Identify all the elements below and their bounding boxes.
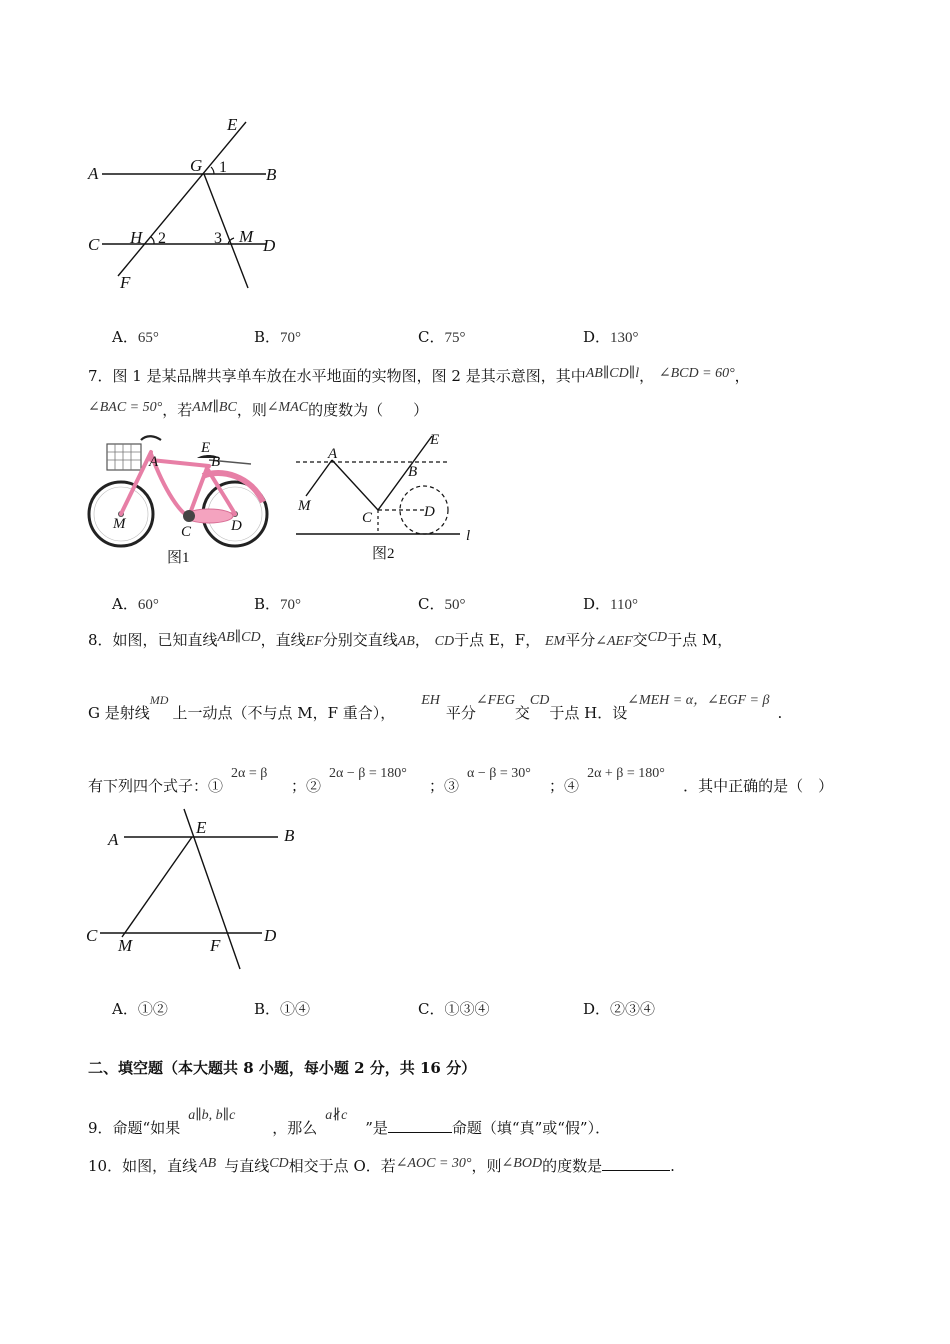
q8-option-d[interactable] [583, 998, 655, 1019]
q8-math: CD [529, 693, 550, 708]
q10-text: 的度数是 [542, 1157, 603, 1175]
q8-math: CD [647, 630, 668, 645]
label-d: D [263, 236, 276, 255]
q8-math: AB∥CD [217, 630, 261, 645]
q7-sep: ， [734, 367, 750, 385]
q7-math-parallel: AB∥CD∥l [585, 366, 640, 381]
q8-text: 于点 E，F， [454, 631, 541, 649]
label-e: E [227, 115, 238, 134]
figure-2-caption: 图2 [372, 546, 395, 562]
option-value: 70° [280, 597, 302, 613]
crank-icon [183, 510, 195, 522]
label-d: D [424, 504, 435, 520]
option-letter: C． [418, 328, 445, 346]
q8-expression-1: 2α = β [231, 766, 268, 781]
option-value: ①④ [280, 1000, 311, 1018]
q10-line [88, 1154, 675, 1176]
q8-line-3 [88, 764, 833, 796]
figure-q7-bike [85, 432, 275, 568]
q8-text: ，直线 [260, 631, 306, 649]
q8-math: EF [305, 634, 323, 649]
label-e: E [201, 440, 211, 456]
q7-option-c[interactable] [418, 593, 465, 614]
label-3: 3 [214, 230, 222, 247]
q10-text: 相交于点 O．若 [288, 1157, 396, 1175]
q8-text: ；② [291, 777, 322, 795]
q8-line-1 [88, 628, 732, 652]
q8-text: 分别交直线 [322, 631, 398, 649]
q8-expression-3: α − β = 30° [467, 766, 531, 781]
q8-option-a[interactable] [112, 998, 168, 1019]
label-m: M [298, 498, 311, 514]
q8-math: AB [397, 634, 415, 649]
label-a: A [88, 164, 99, 183]
label-g: G [190, 156, 203, 175]
section-2-title: 二、填空题（本大题共 8 小题，每小题 2 分，共 16 分） [88, 1059, 477, 1077]
q8-text: 有下列四个式子：① [88, 777, 224, 795]
option-value: 50° [444, 597, 466, 613]
segment-ce [378, 436, 432, 510]
segment-ac [332, 460, 378, 510]
label-b: B [211, 454, 221, 470]
q10-math: ∠BOD [501, 1156, 543, 1171]
option-value: ①② [137, 1000, 168, 1018]
q8-text: 于点 H．设 [549, 704, 628, 722]
q8-math: EM [545, 634, 566, 649]
q8-text: 平分 [445, 704, 476, 722]
q6-option-a[interactable] [112, 326, 159, 347]
handlebar-icon [141, 436, 161, 440]
q8-text: 平分 [565, 631, 596, 649]
q7-option-a[interactable] [112, 593, 159, 614]
q10-text: 与直线 [224, 1157, 270, 1175]
q10-math: ∠AOC = 30° [395, 1156, 472, 1171]
q8-text: 上一动点（不与点 M，F 重合）， [172, 704, 396, 722]
q7-sep: ， [639, 367, 655, 385]
option-letter: C． [418, 1000, 445, 1018]
basket-icon [107, 444, 141, 470]
option-value: ②③④ [610, 1000, 656, 1018]
label-2: 2 [158, 230, 166, 247]
option-letter: D． [583, 1000, 611, 1018]
q8-text: 交 [514, 704, 530, 722]
q8-math: MD [149, 693, 169, 707]
label-a: A [108, 830, 119, 849]
label-c: C [88, 235, 100, 254]
q7-line-2 [88, 398, 428, 420]
q10-text: ，则 [471, 1157, 502, 1175]
q8-math: ∠MEH = α，∠EGF = β [627, 693, 770, 708]
q7-math-bac: ∠BAC = 50° [88, 400, 163, 415]
label-c: C [86, 926, 98, 945]
q9-text: ”是 [365, 1119, 388, 1137]
option-value: 60° [137, 597, 159, 613]
q7-math-mac: ∠MAC [266, 400, 309, 415]
q8-math: ∠AEF [595, 634, 633, 649]
q7-text: 的度数为（ ） [308, 401, 429, 419]
label-c: C [181, 524, 192, 540]
q8-expression-4: 2α + β = 180° [587, 766, 665, 781]
option-value: 70° [280, 330, 302, 346]
q8-text: 8．如图，已知直线 [88, 631, 218, 649]
q8-text: . [777, 704, 783, 722]
line-ef [118, 122, 246, 276]
q7-line-1 [88, 364, 750, 386]
q8-option-c[interactable] [418, 998, 490, 1019]
q7-text: ，若 [162, 401, 193, 419]
q8-math: CD [434, 634, 455, 649]
q10-answer-blank[interactable] [602, 1154, 670, 1171]
q7-text: ，则 [236, 401, 267, 419]
label-d: D [264, 926, 277, 945]
q8-option-b[interactable] [254, 998, 310, 1019]
option-letter: A． [112, 595, 138, 613]
q9-line [88, 1106, 610, 1138]
label-m: M [118, 936, 133, 955]
q7-math-am-bc: AM∥BC [192, 400, 237, 415]
label-e: E [430, 432, 440, 448]
q10-math: AB [199, 1156, 217, 1171]
q9-math-premise: a∥b, b∥c [188, 1108, 236, 1123]
label-f: F [210, 936, 221, 955]
q9-math-conclusion: a∦c [325, 1108, 348, 1123]
q8-text: ；④ [549, 777, 580, 795]
option-letter: B． [254, 595, 281, 613]
q8-text: 于点 M， [667, 631, 733, 649]
angle-2-arc [151, 237, 154, 244]
option-value: 110° [610, 597, 638, 613]
label-b: B [408, 464, 418, 480]
option-letter: B． [254, 328, 281, 346]
q9-text: ，那么 [272, 1119, 318, 1137]
label-f: F [120, 273, 131, 292]
q8-expression-2: 2α − β = 180° [329, 766, 407, 781]
q9-answer-blank[interactable] [388, 1116, 452, 1133]
label-1: 1 [219, 159, 227, 176]
q10-text: 10．如图，直线 [88, 1157, 198, 1175]
q8-text: G 是射线 [88, 704, 150, 722]
label-c: C [362, 510, 373, 526]
q7-option-b[interactable] [254, 593, 301, 614]
q7-stem-text: 7．图 1 是某品牌共享单车放在水平地面的实物图，图 2 是其示意图，其中 [88, 367, 586, 385]
label-l: l [466, 528, 471, 544]
label-m: M [239, 227, 254, 246]
option-letter: A． [112, 328, 138, 346]
q8-line-2 [88, 690, 782, 723]
q6-option-b[interactable] [254, 326, 301, 347]
option-value: 130° [610, 330, 639, 346]
label-d: D [231, 518, 242, 534]
option-letter: B． [254, 1000, 281, 1018]
segment-em [122, 837, 192, 937]
label-e: E [196, 818, 207, 837]
q10-text: . [670, 1157, 675, 1175]
q10-math: CD [269, 1156, 289, 1171]
label-b: B [266, 165, 277, 184]
figure-q8 [80, 805, 320, 980]
q7-math-bcd: ∠BCD = 60° [658, 366, 735, 381]
figure-q7-schematic [290, 428, 490, 568]
q8-text: ；③ [429, 777, 460, 795]
angle-1-arc [211, 167, 214, 174]
label-a: A [149, 454, 159, 470]
q8-math: ∠FEG [475, 693, 515, 708]
label-b: B [284, 826, 295, 845]
option-letter: D． [583, 328, 611, 346]
option-letter: C． [418, 595, 445, 613]
q8-math: EH [421, 693, 440, 708]
q9-text: 9．命题“如果 [88, 1119, 181, 1137]
q7-option-d[interactable] [583, 593, 638, 614]
option-value: 75° [444, 330, 466, 346]
q8-text: ．其中正确的是（ ） [683, 777, 834, 795]
q8-text: ， [414, 631, 430, 649]
q9-text: 命题（填“真”或“假”）． [451, 1119, 611, 1137]
figure-1-caption: 图1 [167, 550, 190, 566]
option-value: ①③④ [444, 1000, 490, 1018]
q6-option-d[interactable] [583, 326, 639, 347]
option-letter: A． [112, 1000, 138, 1018]
label-m: M [113, 516, 126, 532]
option-letter: D． [583, 595, 611, 613]
q6-option-c[interactable] [418, 326, 465, 347]
figure-q6-parallel-lines [80, 110, 300, 295]
option-value: 65° [137, 330, 159, 346]
q8-text: 交 [632, 631, 648, 649]
label-h: H [130, 228, 143, 247]
label-a: A [328, 446, 338, 462]
segment-am [306, 460, 332, 496]
